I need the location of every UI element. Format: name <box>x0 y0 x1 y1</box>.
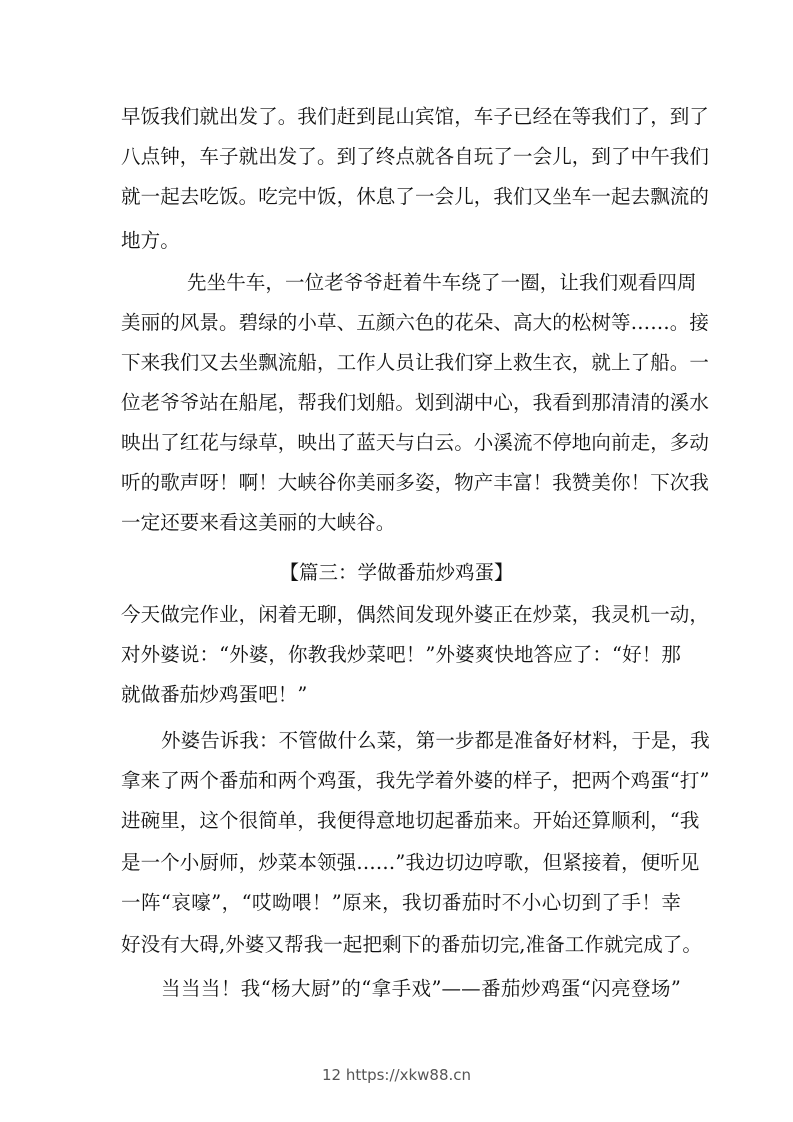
paragraph-2-line-6: 听的歌声呀！啊！大峡谷你美丽多姿，物产丰富！我赞美你！下次我 <box>121 471 710 494</box>
paragraph-1-line-2: 八点钟，车子就出发了。到了终点就各自玩了一会儿，到了中午我们 <box>121 145 710 168</box>
paragraph-2-line-7: 一定还要来看这美丽的大峡谷。 <box>121 511 396 534</box>
paragraph-5-line-1: 当当当！我“杨大厨”的“拿手戏”——番茄炒鸡蛋“闪亮登场” <box>161 977 681 1000</box>
paragraph-3-line-2: 对外婆说：“外婆，你教我炒菜吧！”外婆爽快地答应了：“好！那 <box>121 643 681 666</box>
paragraph-4-line-2: 拿来了两个番茄和两个鸡蛋，我先学着外婆的样子，把两个鸡蛋“打” <box>121 769 710 792</box>
paragraph-3-line-3: 就做番茄炒鸡蛋吧！” <box>121 683 308 706</box>
paragraph-1-line-4: 地方。 <box>121 229 180 252</box>
page-footer <box>0 1066 793 1084</box>
paragraph-1-line-3: 就一起去吃饭。吃完中饭，休息了一会儿，我们又坐车一起去飘流的 <box>121 185 710 208</box>
page-number: 12 <box>321 1066 342 1084</box>
paragraph-2-line-3: 下来我们又去坐飘流船，工作人员让我们穿上救生衣，就上了船。一 <box>121 351 710 374</box>
paragraph-4-line-5: 一阵“哀嚎”，“哎呦喂！”原来，我切番茄时不小心切到了手！幸 <box>121 891 681 914</box>
paragraph-4-line-4: 是一个小厨师，炒菜本领强……”我边切边哼歌，但紧接着，便听见 <box>121 851 700 874</box>
paragraph-1-line-1: 早饭我们就出发了。我们赶到昆山宾馆，车子已经在等我们了，到了 <box>121 105 710 128</box>
section-heading: 【篇三：学做番茄炒鸡蛋】 <box>279 561 514 584</box>
paragraph-2-line-5: 映出了红花与绿草，映出了蓝天与白云。小溪流不停地向前走，多动 <box>121 431 710 454</box>
paragraph-2-line-2: 美丽的风景。碧绿的小草、五颜六色的花朵、高大的松树等……。接 <box>121 311 710 334</box>
footer-url: https://xkw88.cn <box>345 1066 472 1084</box>
paragraph-2-line-4: 位老爷爷站在船尾，帮我们划船。划到湖中心，我看到那清清的溪水 <box>121 391 710 414</box>
paragraph-4-line-1: 外婆告诉我：不管做什么菜，第一步都是准备好材料，于是，我 <box>161 729 710 752</box>
paragraph-4-line-3: 进碗里，这个很简单，我便得意地切起番茄来。开始还算顺利，“我 <box>121 809 700 832</box>
paragraph-4-line-6: 好没有大碍,外婆又帮我一起把剩下的番茄切完,准备工作就完成了。 <box>121 933 702 956</box>
paragraph-3-line-1: 今天做完作业，闲着无聊，偶然间发现外婆正在炒菜，我灵机一动， <box>121 603 710 626</box>
paragraph-2-line-1: 先坐牛车，一位老爷爷赶着牛车绕了一圈，让我们观看四周 <box>187 271 697 294</box>
